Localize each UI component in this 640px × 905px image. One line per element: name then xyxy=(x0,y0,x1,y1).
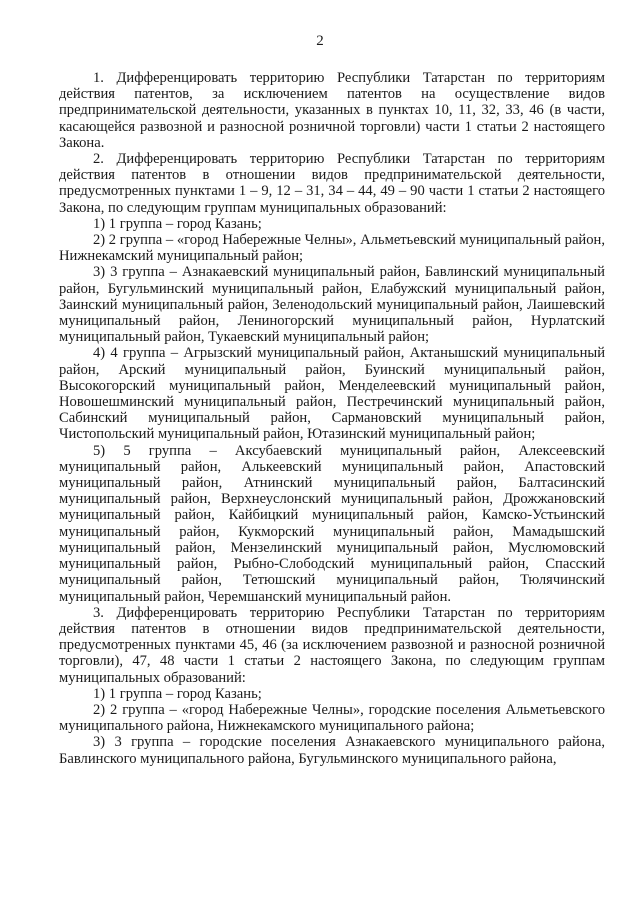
list-item-3-2: 2) 2 группа – «город Набережные Челны», городские поселения Альметьевского муниципального района, Нижнекамского муниципального района; xyxy=(59,701,605,735)
list-item-2-2: 2) 2 группа – «город Набережные Челны», Альметьевский муниципальный район, Нижнекамский муниципальный район; xyxy=(59,232,605,265)
list-item-2-4: 4) 4 группа – Агрызский муниципальный район, Актанышский муниципальный район, Арский муниципальный район, Буинский муниципальный район, Высокогорский муниципальный район, Менделеевский муниципальный район, Новошешминский муниципальный район, Пестречинский муниципальный район, Сабинский муниципальный район, Сармановский муниципальный район, Чистопольский муниципальный район, Ютазинский муниципальный район; xyxy=(59,345,605,443)
paragraph-1: 1. Дифференцировать территорию Республики Татарстан по территориям действия патентов, за исключением патентов на осуществление видов предпринимательской деятельности, указанных в пунктах 10, 11, 32, 33, 46 (в части, касающейся развозной и разносной розничной торговли) части 1 статьи 2 настоящего Закона. xyxy=(59,70,605,151)
document-body xyxy=(59,70,605,767)
list-item-2-1: 1) 1 группа – город Казань; xyxy=(93,215,262,232)
list-item-2-3: 3) 3 группа – Азнакаевский муниципальный район, Бавлинский муниципальный район, Бугульминский муниципальный район, Елабужский муниципальный район, Заинский муниципальный район, Зеленодольский муниципальный район, Лаишевский муниципальный район, Лениногорский муниципальный район, Нурлатский муниципальный район, Тукаевский муниципальный район; xyxy=(59,264,605,346)
list-item-3-3: 3) 3 группа – городские поселения Азнакаевского муниципального района, Бавлинского муниципального района, Бугульминского муниципального района, xyxy=(59,734,605,767)
paragraph-2: 2. Дифференцировать территорию Республики Татарстан по территориям действия патентов в отношении видов предпринимательской деятельности, предусмотренных пунктами 1 – 9, 12 – 31, 34 – 44, 49 – 90 части 1 статьи 2 настоящего Закона, по следующим группам муниципальных образований: xyxy=(59,151,605,216)
list-item-2-5: 5) 5 группа – Аксубаевский муниципальный район, Алексеевский муниципальный район, Алькеевский муниципальный район, Апастовский муниципальный район, Атнинский муниципальный район, Балтасинский муниципальный район, Верхнеуслонский муниципальный район, Дрожжановский муниципальный район, Кайбицкий муниципальный район, Камско-Устьинский муниципальный район, Кукморский муниципальный район, Мамадышский муниципальный район, Мензелинский муниципальный район, Муслюмовский муниципальный район, Рыбно-Слободский муниципальный район, Спасский муниципальный район, Тетюшский муниципальный район, Тюлячинский муниципальный район, Черемшанский муниципальный район. xyxy=(59,442,605,605)
paragraph-3: 3. Дифференцировать территорию Республики Татарстан по территориям действия патентов в отношении видов предпринимательской деятельности, предусмотренных пунктами 45, 46 (за исключением развозной и разносной розничной торговли), 47, 48 части 1 статьи 2 настоящего Закона, по следующим группам муниципальных образований: xyxy=(59,604,605,686)
page-number: 2 xyxy=(316,33,324,49)
list-item-3-1: 1) 1 группа – город Казань; xyxy=(93,685,262,702)
